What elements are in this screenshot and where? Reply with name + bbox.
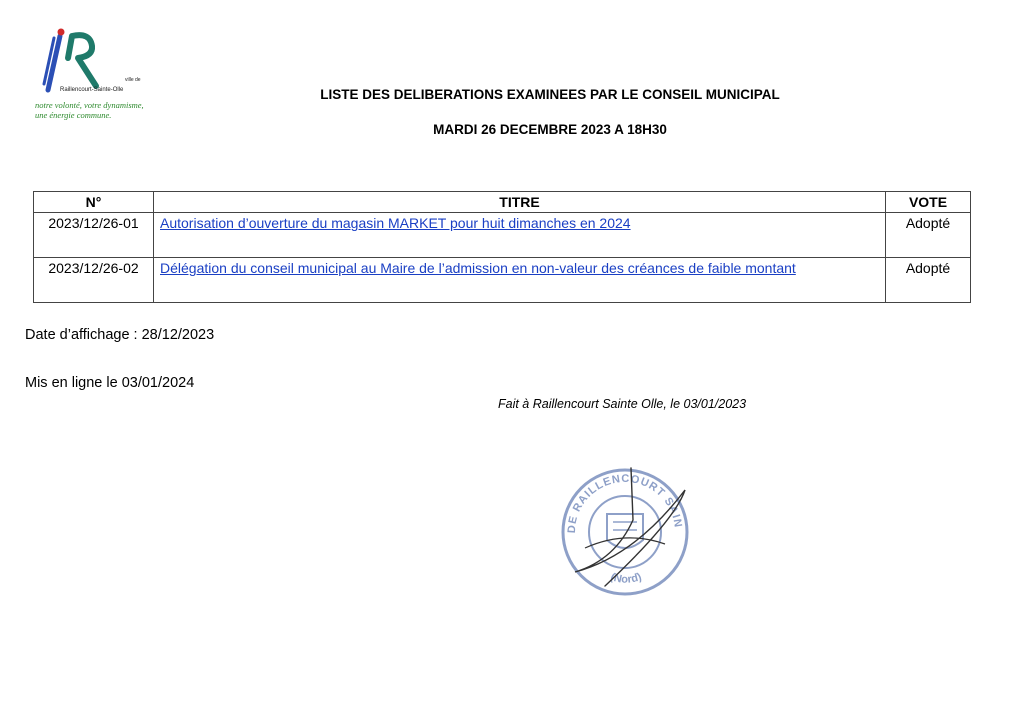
posting-date: Date d’affichage : 28/12/2023	[25, 327, 215, 343]
deliberation-vote: Adopté	[886, 213, 971, 258]
column-header-title: TITRE	[154, 192, 886, 213]
slogan	[35, 100, 175, 120]
stamp-seal-icon	[545, 460, 705, 600]
deliberation-link[interactable]: Délégation du conseil municipal au Maire de l’admission en non-valeur des créances de faible montant	[160, 260, 796, 276]
svg-text:(Nord): (Nord)	[608, 570, 644, 586]
table-row	[34, 258, 971, 303]
signature-place-date: Fait à Raillencourt Sainte Olle, le 03/01/2023	[498, 397, 747, 411]
deliberation-vote: Adopté	[886, 258, 971, 303]
deliberation-title-cell	[154, 258, 886, 303]
column-header-number: N°	[34, 192, 154, 213]
document-title: LISTE DES DELIBERATIONS EXAMINEES PAR LE CONSEIL MUNICIPAL	[320, 87, 780, 102]
table-header-row	[34, 192, 971, 213]
logo-ville-label: ville de	[125, 77, 141, 83]
slogan-line-2: une énergie commune.	[35, 110, 112, 120]
table-row	[34, 213, 971, 258]
deliberation-link[interactable]: Autorisation d’ouverture du magasin MARKET pour huit dimanches en 2024	[160, 215, 631, 231]
municipal-logo	[30, 28, 170, 128]
column-header-vote: VOTE	[886, 192, 971, 213]
svg-text:MAIRIE DE RAILLENCOURT SAINTE: DE RAILLENCOURT SAIN	[565, 472, 684, 534]
logo-town-name: Raillencourt-Sainte-Olle	[60, 87, 124, 93]
slogan-line-1: notre volonté, votre dynamisme,	[35, 100, 144, 110]
meeting-date: MARDI 26 DECEMBRE 2023 A 18H30	[433, 122, 667, 137]
official-stamp-signature	[545, 460, 705, 600]
deliberation-title-cell	[154, 213, 886, 258]
logo-ir-icon	[30, 28, 110, 96]
online-date: Mis en ligne le 03/01/2024	[25, 375, 195, 391]
deliberation-number: 2023/12/26-01	[34, 213, 154, 258]
deliberations-table	[33, 191, 971, 303]
deliberation-number: 2023/12/26-02	[34, 258, 154, 303]
